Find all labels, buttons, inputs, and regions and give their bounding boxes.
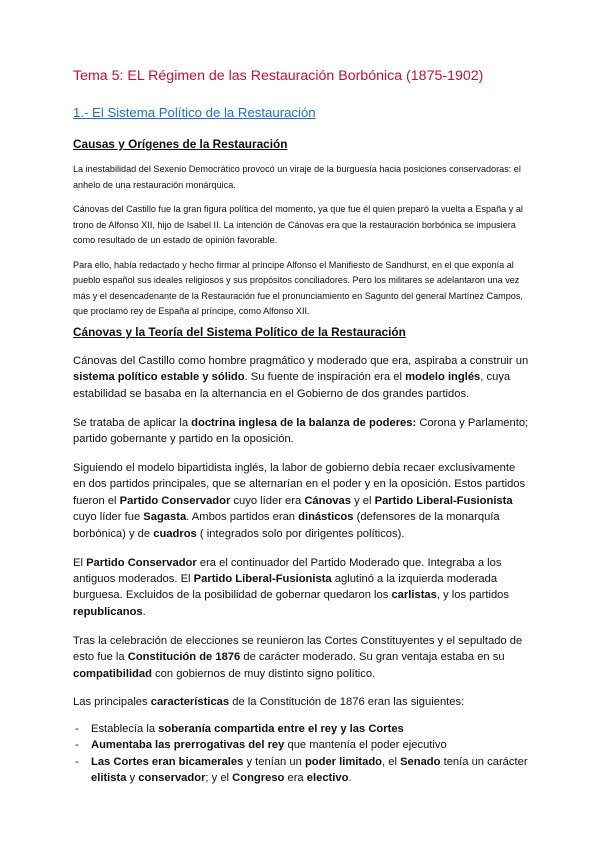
paragraph-2: Se trataba de aplicar la doctrina inglesa de la balanza de poderes: Corona y Parlamento; partido gobernante y partido en la oposición. xyxy=(73,416,529,446)
teoria-heading: Cánovas y la Teoría del Sistema Político de la Restauración xyxy=(73,325,406,339)
list-item: - Establecía la soberanía compartida entre el rey y las Cortes xyxy=(73,721,529,737)
paragraph-3: Siguiendo el modelo bipartidista inglés, la labor de gobierno debía recaer exclusivamente en dos partidos principales, que se alternarían en el poder y en la oposición. Estos partidos fueron el Partido Conservador cuyo líder era Cánovas y el Partido Liberal-Fusionista cuyo líder fue Sagasta. Ambos partidos eran dinásticos (defensores de la monarquía borbónica) y de cuadros ( integrados solo por dirigentes políticos). xyxy=(73,462,526,540)
list-item: - Las Cortes eran bicamerales y tenían un poder limitado, el Senado tenía un carácter elitista y conservador; y el Congreso era electivo. xyxy=(73,754,529,787)
causas-section xyxy=(73,162,525,329)
section-title[interactable]: 1.- El Sistema Político de la Restauración xyxy=(73,105,316,120)
paragraph-5: Tras la celebración de elecciones se reunieron las Cortes Constituyentes y el sepultado de esto fue la Constitución de 1876 de carácter moderado. Su gran ventaja estaba en su compatibilidad con gobiernos de muy distinto signo político. xyxy=(73,634,523,680)
paragraph-6: Las principales características de la Constitución de 1876 eran las siguientes: xyxy=(73,696,465,709)
list-item: - Aumentaba las prerrogativas del rey que mantenía el poder ejecutivo xyxy=(73,737,529,753)
causas-paragraph-1: La inestabilidad del Sexenio Democrático provocó un viraje de la burguesía hacia posiciones conservadoras: el anhelo de una restauración monárquica. xyxy=(73,164,521,190)
causas-paragraph-2: Cánovas del Castillo fue la gran figura política del momento, ya que fue él quien preparó la vuelta a España y al trono de Alfonso XII, hijo de Isabel II. La intención de Cánovas era que la restauración borbónica se impusiera como resultado de un estado de opinión favorable. xyxy=(73,204,523,245)
characteristics-list xyxy=(73,721,529,787)
teoria-section xyxy=(73,353,529,786)
causas-paragraph-3: Para ello, había redactado y hecho firmar al príncipe Alfonso el Manifiesto de Sandhurst, en el que exponía al pueblo español sus ideales religiosos y sus propósitos conciliadores. Pero los militares se adelantaron una vez más y el desencadenante de la Restauración fue el pronunciamiento en Sagunto del general Martínez Campos, que proclamó rey de España al príncipe, como Alfonso XII. xyxy=(73,259,523,316)
paragraph-1: Cánovas del Castillo como hombre pragmático y moderado que era, aspiraba a construir un sistema político estable y sólido. Su fuente de inspiración era el modelo inglés, cuya estabilidad se basaba en la alternancia en el Gobierno de dos grandes partidos. xyxy=(73,355,529,400)
causas-heading: Causas y Orígenes de la Restauración xyxy=(73,137,288,151)
paragraph-4: El Partido Conservador era el continuador del Partido Moderado que. Integraba a los antiguos moderados. El Partido Liberal-Fusionista aglutinó a la izquierda moderada burguesa. Excluidos de la posibilidad de gobernar quedaron los carlistas, y los partidos republicanos. xyxy=(73,556,509,618)
document-title: Tema 5: EL Régimen de las Restauración Borbónica (1875-1902) xyxy=(73,68,484,84)
